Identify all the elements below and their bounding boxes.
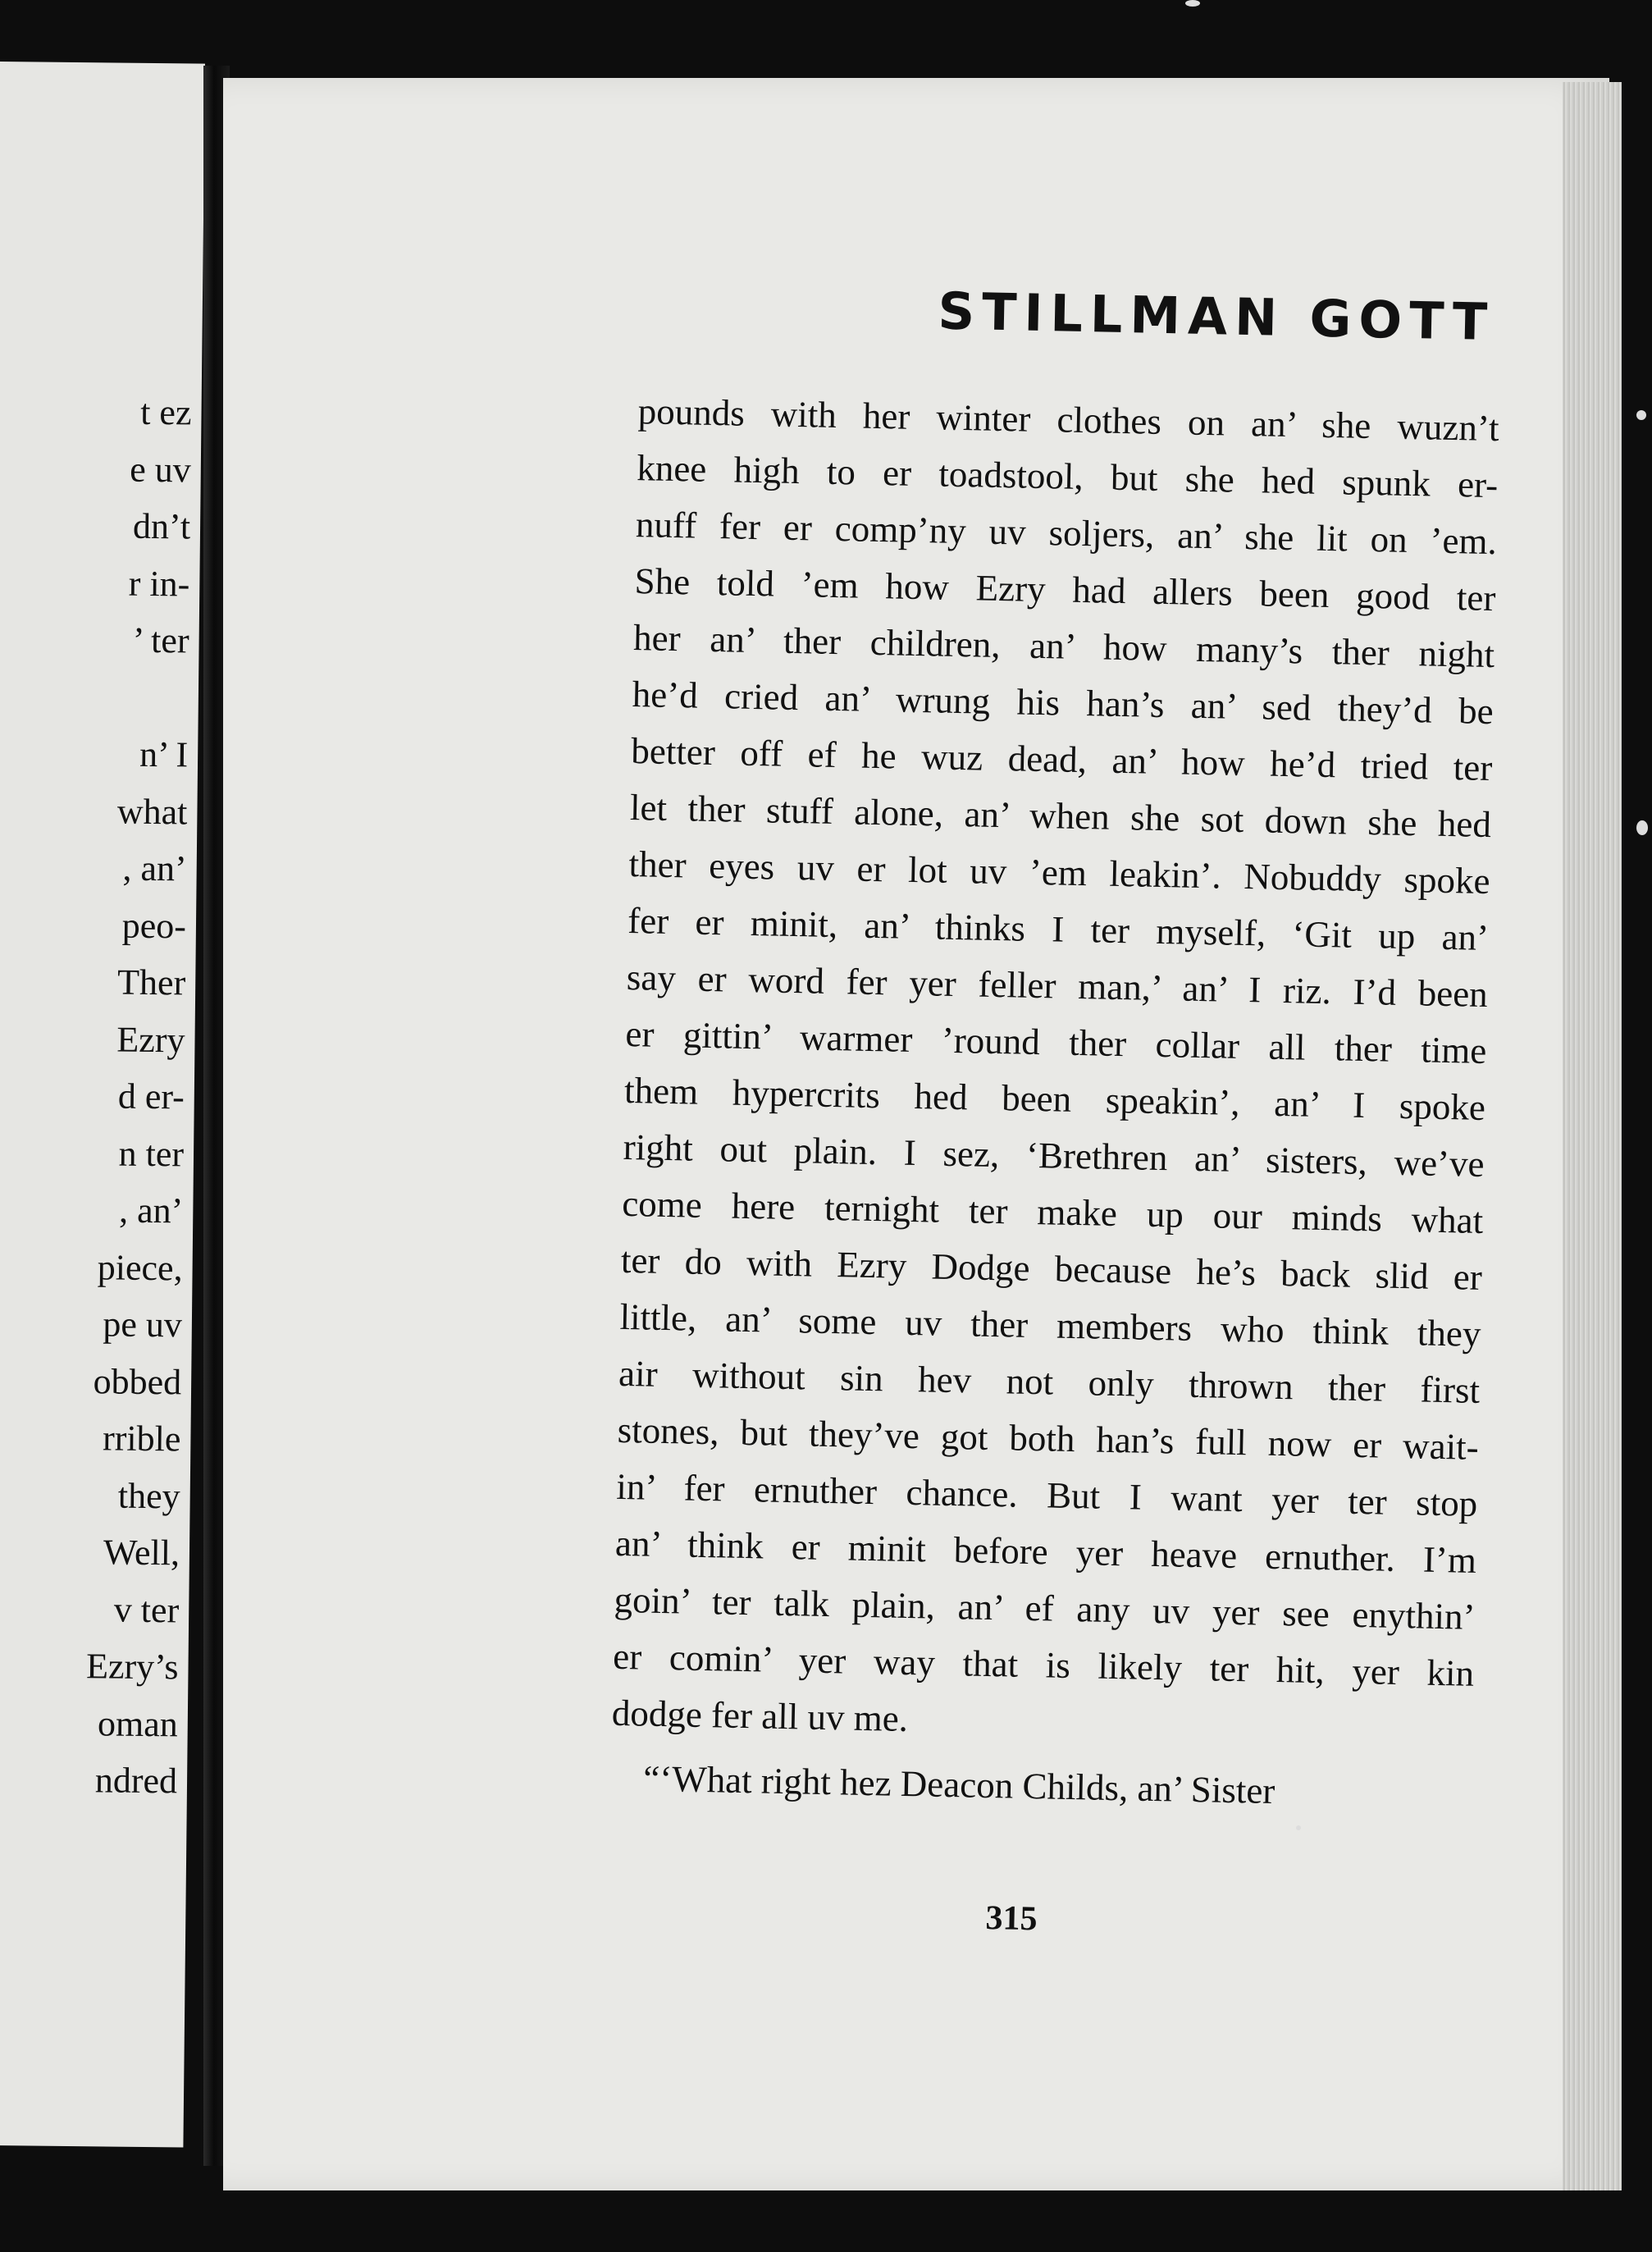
- body-text-line: air without sin hev not only thrown ther first: [618, 1352, 1481, 1411]
- left-page-line: Ezry: [116, 1019, 185, 1060]
- left-page-line: d er-: [117, 1076, 185, 1117]
- dust-speck: [1185, 0, 1200, 7]
- left-page-line: n’ I: [139, 733, 189, 775]
- left-page-line: Well,: [103, 1532, 180, 1574]
- left-page-line: pe uv: [103, 1304, 183, 1345]
- body-text-line: say er word fer yer feller man,’ an’ I riz. I’d been: [626, 956, 1489, 1016]
- left-page-line: peo-: [121, 905, 187, 946]
- body-text-line: come here ternight ter make up our minds what: [621, 1182, 1484, 1241]
- previous-page-fragment: [0, 62, 205, 2147]
- current-page: [223, 78, 1609, 2190]
- body-text-line: right out plain. I sez, ‘Brethren an’ sisters, we’ve: [623, 1126, 1485, 1185]
- page-text-block: [186, 62, 1614, 2201]
- body-text-line: stones, but they’ve got both han’s full now er wait-: [617, 1409, 1480, 1468]
- body-text-line: She told ’em how Ezry had allers been good ter: [634, 560, 1496, 619]
- dust-speck: [1296, 1825, 1301, 1830]
- body-text-line: her an’ ther children, an’ how many’s ther night: [632, 617, 1495, 676]
- body-text-line: pounds with her winter clothes on an’ she wuzn’t: [637, 391, 1500, 450]
- body-text-line: in’ fer ernuther chance. But I want yer ter stop: [615, 1465, 1478, 1524]
- body-text-line: ther eyes uv er lot uv ’em leakin’. Nobuddy spoke: [628, 843, 1490, 902]
- left-page-line: they: [117, 1475, 180, 1516]
- running-head: STILLMAN GOTT: [937, 281, 1495, 353]
- body-text-line: let ther stuff alone, an’ when she sot down she hed: [629, 787, 1492, 846]
- left-page-line: t ez: [139, 391, 192, 433]
- left-page-line: v ter: [113, 1589, 180, 1630]
- left-page-line: e uv: [130, 449, 192, 490]
- left-page-line: rrible: [102, 1418, 181, 1459]
- body-text-line: ter do with Ezry Dodge because he’s back slid er: [620, 1239, 1483, 1298]
- body-text-line: er gittin’ warmer ’round ther collar all ther time: [625, 1012, 1487, 1072]
- left-page-line: what: [116, 791, 188, 832]
- page-number: 315: [985, 1898, 1038, 1939]
- left-page-line: n ter: [118, 1133, 185, 1174]
- left-page-line: piece,: [97, 1246, 183, 1288]
- dust-speck: [1636, 820, 1648, 835]
- left-page-line: obbed: [93, 1360, 182, 1402]
- body-text-line: he’d cried an’ wrung his han’s an’ sed they’d be: [632, 674, 1495, 733]
- body-text-line: er comin’ yer way that is likely ter hit, yer kin: [612, 1635, 1475, 1694]
- left-page-line: Ezry’s: [85, 1646, 179, 1688]
- body-text-line: fer er minit, an’ thinks I ter myself, ‘Git up an’: [627, 899, 1490, 959]
- left-page-line: , an’: [122, 847, 187, 889]
- body-text-line: an’ think er minit before yer heave ernuther. I’m: [614, 1522, 1477, 1581]
- dust-speck: [1636, 410, 1646, 420]
- left-page-line: , an’: [118, 1190, 184, 1231]
- body-text-line: them hypercrits hed been speakin’, an’ I spoke: [623, 1069, 1486, 1129]
- left-page-line: r in-: [128, 563, 190, 604]
- body-text-line: nuff fer er comp’ny uv soljers, an’ she lit on ’em.: [635, 504, 1498, 563]
- page-edges: [1563, 82, 1622, 2190]
- left-page-line: ’ ter: [132, 619, 189, 661]
- body-text-line: knee high to er toadstool, but she hed spunk er-: [636, 447, 1499, 506]
- left-page-line: ndred: [94, 1760, 178, 1802]
- left-page-line: oman: [97, 1702, 179, 1744]
- body-text-line: dodge fer all uv me.: [611, 1692, 909, 1740]
- body-text-line: better off ef he wuz dead, an’ how he’d tried ter: [630, 730, 1493, 789]
- left-page-line: Ther: [116, 962, 186, 1003]
- body-text-line: goin’ ter talk plain, an’ ef any uv yer see enythin’: [614, 1578, 1476, 1638]
- left-page-line: dn’t: [132, 505, 191, 547]
- paragraph-start-line: “‘What right hez Deacon Childs, an’ Sister: [642, 1757, 1276, 1812]
- body-text-line: little, an’ some uv ther members who think they: [619, 1295, 1481, 1354]
